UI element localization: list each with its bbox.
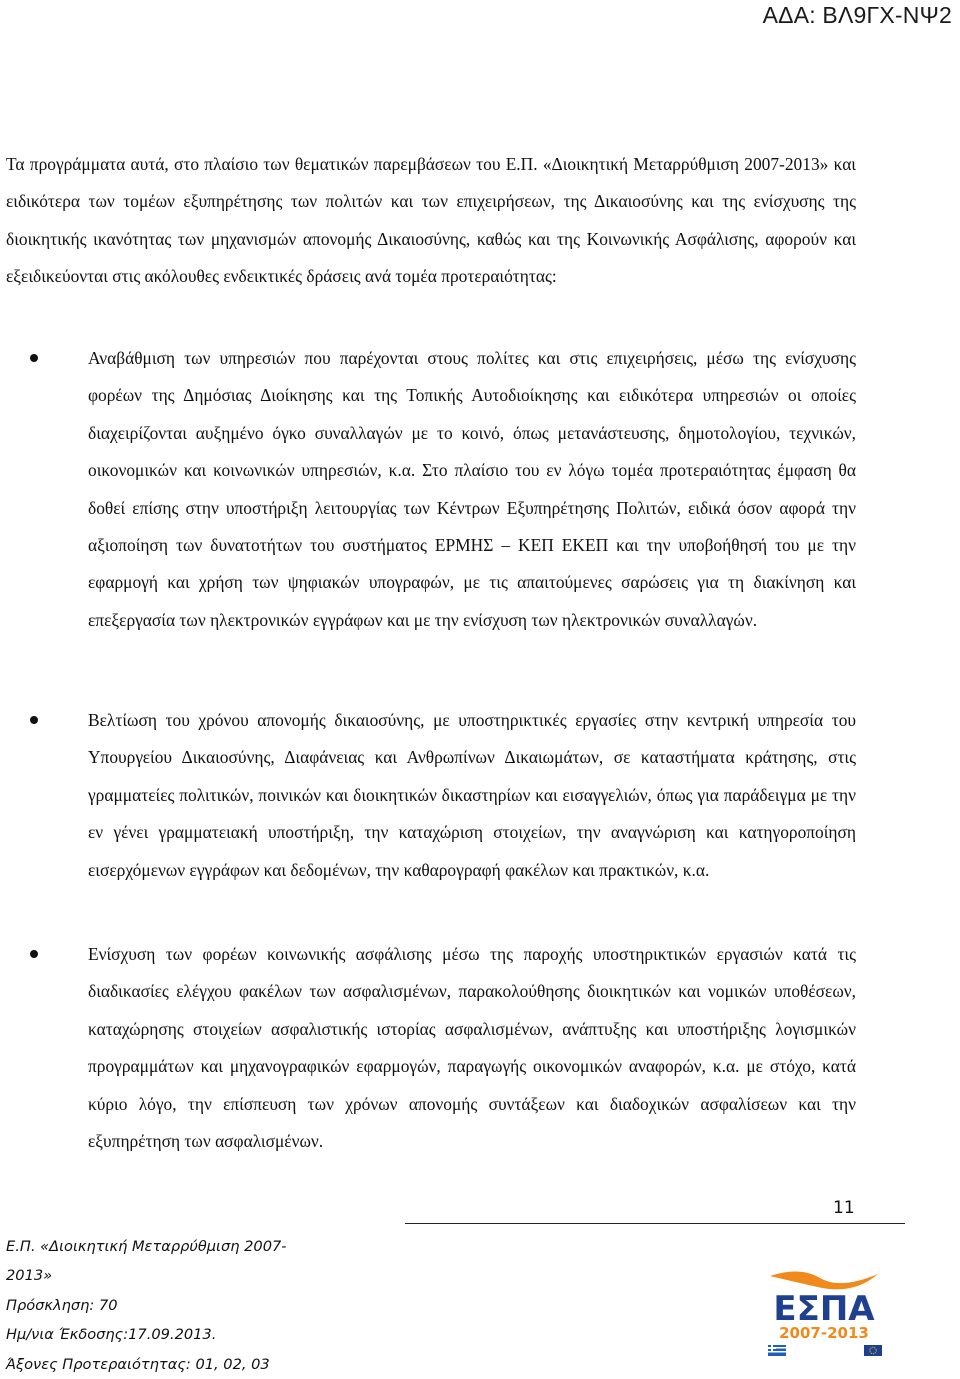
bullet-icon: [30, 716, 38, 724]
bullet-icon: [30, 950, 38, 958]
program-title-line2: 2013»: [6, 1267, 53, 1285]
espa-logo-swoosh: [770, 1271, 878, 1289]
ada-code: ΑΔΑ: ΒΛ9ΓΧ-ΝΨ2: [762, 2, 952, 28]
espa-logo: [760, 1268, 895, 1358]
list-item-text: Ενίσχυση των φορέων κοινωνικής ασφάλισης μέσω της παροχής υποστηρικτικών εργασιών κατά τις διαδικασίες ελέγχου φακέλων των ασφαλισμένων, παρακολούθησης διοικητικών και νομικών υποθέσεων, καταχώρησης στοιχείων ασφαλιστικής ιστορίας ασφαλισμένων, ανάπτυξης και υποστήριξης λογισμικών προγραμμάτων και μηχανογραφικών εφαρμογών, παραγωγής οικονομικών αναφορών, κ.α. με στόχο, κατά κύριο λόγο, την επίσπευση των χρόνων απονομής συντάξεων και διαδοχικών ασφαλίσεων και την εξυπηρέτηση των ασφαλισμένων.: [88, 944, 856, 1152]
footer-divider: [405, 1223, 905, 1224]
program-title-line1: Ε.Π. «Διοικητική Μεταρρύθμιση 2007-: [6, 1238, 287, 1255]
intro-paragraph: Τα προγράμματα αυτά, στο πλαίσιο των θεματικών παρεμβάσεων του Ε.Π. «Διοικητική Μεταρρύθμιση 2007-2013» και ειδικότερα των τομέων εξυπηρέτησης των πολιτών και των επιχειρήσεων, της Δικαιοσύνης και της ενίσχυσης της διοικητικής ικανότητας των μηχανισμών απονομής Δικαιοσύνης, καθώς και της Κοινωνικής Ασφάλισης, αφορούν και εξειδικεύονται στις ακόλουθες ενδεικτικές δράσεις ανά τομέα προτεραιότητας:: [6, 154, 856, 287]
page-number: 11: [833, 1198, 855, 1218]
espa-logo-years: 2007-2013: [779, 1324, 869, 1342]
eu-flag-icon: [864, 1345, 882, 1356]
greek-flag-icon: [768, 1345, 786, 1356]
bullet-icon: [30, 354, 38, 362]
issue-date: Ημ/νια Έκδοσης:17.09.2013.: [6, 1326, 217, 1344]
priority-axes: Άξονες Προτεραιότητας: 01, 02, 03: [6, 1355, 270, 1373]
list-item-text: Αναβάθμιση των υπηρεσιών που παρέχονται στους πολίτες και στις επιχειρήσεις, μέσω της ενίσχυσης φορέων της Δημόσιας Διοίκησης και της Τοπικής Αυτοδιοίκησης και ειδικότερα υπηρεσιών οι οποίες διαχειρίζονται αυξημένο όγκο συναλλαγών με το κοινό, όπως μετανάστευσης, δημοτολογίου, τεχνικών, οικονομικών και κοινωνικών υπηρεσιών, κ.α. Στο πλαίσιο του εν λόγω τομέα προτεραιότητας έμφαση θα δοθεί επίσης στην υποστήριξη λειτουργίας των Κέντρων Εξυπηρέτησης Πολιτών, ειδικά όσον αφορά την αξιοποίηση των δυνατοτήτων του συστήματος ΕΡΜΗΣ – ΚΕΠ ΕΚΕΠ και την υποβοήθησή του με την εφαρμογή και χρήση των ψηφιακών υπογραφών, με τις απαιτούμενες σαρώσεις για τη διακίνηση και επεξεργασία των ηλεκτρονικών εγγράφων και με την ενίσχυση των ηλεκτρονικών συναλλαγών.: [88, 348, 856, 630]
espa-logo-title: ΕΣΠΑ: [773, 1289, 875, 1329]
footer-info: [6, 1232, 336, 1379]
list-item-text: Βελτίωση του χρόνου απονομής δικαιοσύνης, με υποστηρικτικές εργασίες στην κεντρική υπηρεσία του Υπουργείου Δικαιοσύνης, Διαφάνειας και Ανθρωπίνων Δικαιωμάτων, σε καταστήματα κράτησης, στις γραμματείες πολιτικών, ποινικών και διοικητικών δικαστηρίων και εισαγγελιών, όπως για παράδειγμα με την εν γένει γραμματειακή υποστήριξη, την καταχώριση στοιχείων, την αναγνώριση και κατηγοροποίηση εισερχόμενων εγγράφων και δεδομένων, την καθαρογραφή φακέλων και πρακτικών, κ.α.: [88, 710, 856, 880]
call-number: Πρόσκληση: 70: [6, 1296, 118, 1314]
